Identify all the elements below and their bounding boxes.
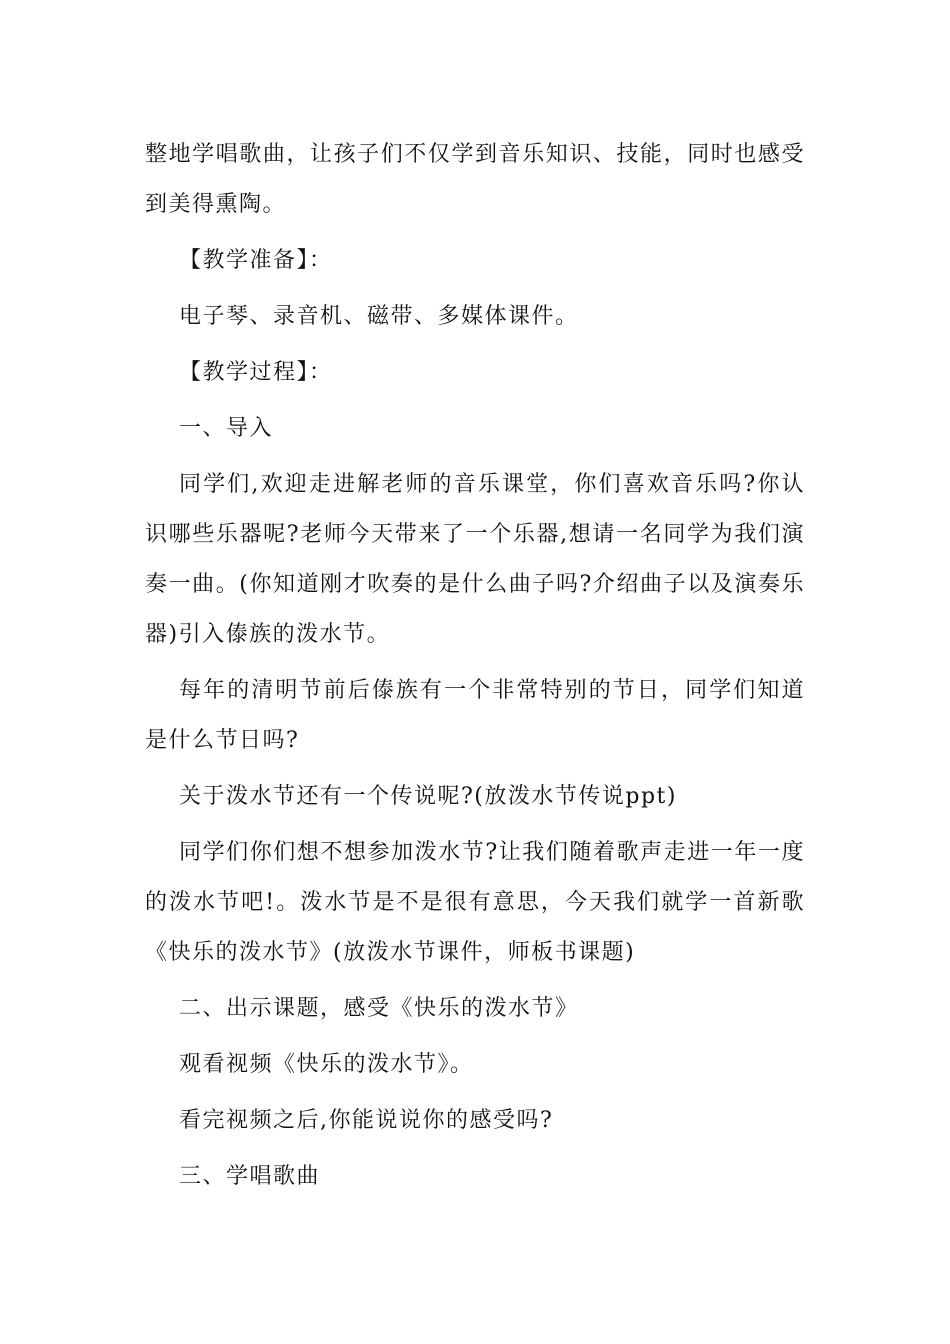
document-body xyxy=(145,130,805,1208)
subheading-introduction: 一、导入 xyxy=(179,416,274,441)
paragraph-feelings-question: 看完视频之后,你能说说你的感受吗? xyxy=(179,1108,554,1133)
paragraph-materials: 电子琴、录音机、磁带、多媒体课件。 xyxy=(179,304,579,329)
paragraph-legend: 关于泼水节还有一个传说呢?(放泼水节传说ppt) xyxy=(179,784,677,809)
section-heading-process: 【教学过程】： xyxy=(179,360,333,385)
subheading-learn-song: 三、学唱歌曲 xyxy=(179,1164,321,1189)
section-heading-preparation: 【教学准备】： xyxy=(179,248,333,273)
paragraph-intro-greeting: 同学们,欢迎走进解老师的音乐课堂，你们喜欢音乐吗?你认识哪些乐器呢?老师今天带来了一个乐器,想请一名同学为我们演奏一曲。(你知道刚才吹奏的是什么曲子吗?介绍曲子以及演奏乐器)引入傣族的泼水节。 xyxy=(145,472,805,647)
subheading-show-topic: 二、出示课题，感受《快乐的泼水节》 xyxy=(179,996,579,1021)
paragraph-new-song: 同学们你们想不想参加泼水节?让我们随着歌声走进一年一度的泼水节吧!。泼水节是不是很有意思，今天我们就学一首新歌《快乐的泼水节》(放泼水节课件，师板书课题) xyxy=(145,840,805,965)
paragraph-festival-question: 每年的清明节前后傣族有一个非常特别的节日，同学们知道是什么节日吗? xyxy=(145,678,805,753)
paragraph-watch-video: 观看视频《快乐的泼水节》。 xyxy=(179,1052,474,1077)
paragraph-continuation: 整地学唱歌曲，让孩子们不仅学到音乐知识、技能，同时也感受到美得熏陶。 xyxy=(145,142,805,217)
